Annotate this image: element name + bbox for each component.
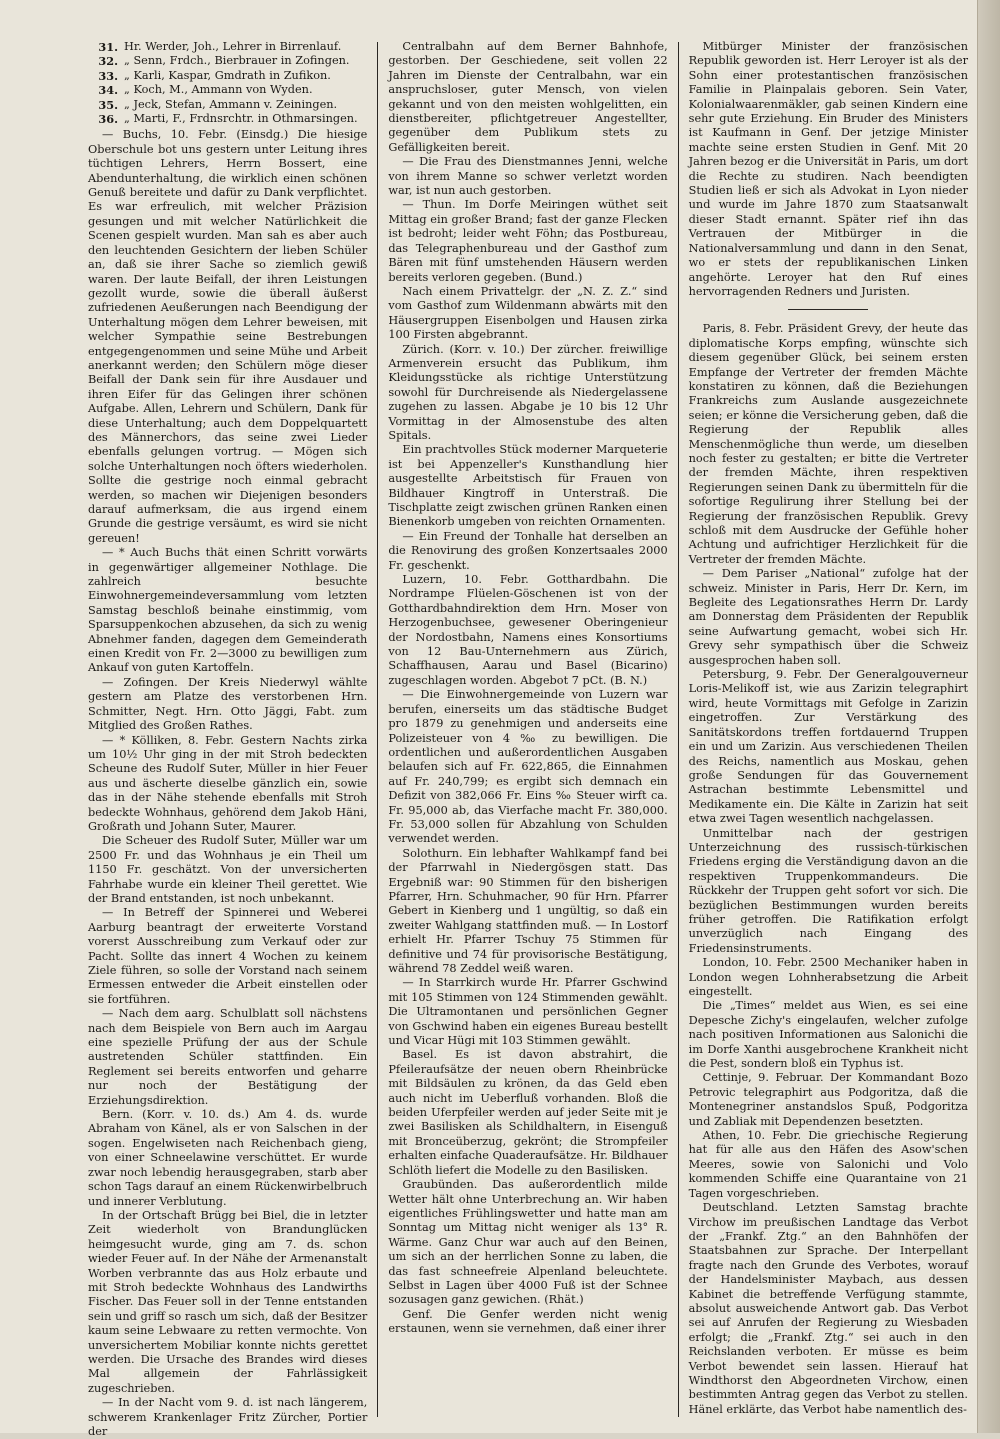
article-paragraph: Athen, 10. Febr. Die griechische Regierung hat für alle aus den Häfen des Asow'schen Meeres, sowie von Salonichi und Volo kommenden Schiffe eine Quarantaine von 21 Tagen vorgeschrieben.: [688, 1129, 968, 1200]
article-paragraph: Mitbürger Minister der französischen Republik geworden ist. Herr Leroyer ist als der Sohn einer protestantischen französischen Familie in Plainpalais geboren. Sein Vater, Kolonialwaarenmäkler, gab seinen Kindern eine sehr gute Erziehung. Ein Bruder des Ministers ist Kaufmann in Genf. Der jetzige Minister machte seine ersten Studien in Genf. Mit 20 Jahren bezog er die Universität in Paris, um dort die Rechte zu studiren. Nach beendigten Studien ließ er sich als Advokat in Lyon nieder und wurde im Jahre 1870 zum Staatsanwalt dieser Stadt ernannt. Später rief ihn das Vertrauen der Mitbürger in die Nationalversammlung und dann in den Senat, wo er stets der republikanischen Linken angehörte. Leroyer hat den Ruf eines hervorragenden Redners und Juristen.: [688, 40, 968, 298]
article-paragraph: Ein prachtvolles Stück moderner Marqueterie ist bei Appenzeller's Kunsthandlung hier ausgestellte Arbeitstisch für Frauen von Bildhauer Kingtroff in Unterstraß. Die Tischplatte zeigt zwischen grünen Ranken einen Bienenkorb umgeben von reichten Ornamenten.: [388, 443, 668, 529]
article-paragraph: Zürich. (Korr. v. 10.) Der zürcher. freiwillige Armenverein ersucht das Publikum, ihm Kleidungsstücke als richtige Unterstützung sowohl für Durchreisende als Niedergelassene zugehen zu lassen. Abgabe je 10 bis 12 Uhr Vormittag in der Almosenstube des alten Spitals.: [388, 342, 668, 442]
election-list: [88, 40, 367, 126]
article-paragraph: Centralbahn auf dem Berner Bahnhofe, gestorben. Der Geschiedene, seit vollen 22 Jahren im Dienste der Centralbahn, war ein anspruchsloser, guter Mensch, von vielen gekannt und von den meisten wohlgelitten, ein dienstbereiter, pflichtgetreuer Angestellter, gegenüber dem Publikum stets zu Gefälligkeiten bereit.: [388, 40, 668, 154]
list-item: [88, 112, 367, 126]
article-paragraph: Luzern, 10. Febr. Gotthardbahn. Die Nordrampe Flüelen-Göschenen ist von der Gotthardbahndirektion dem Hrn. Moser von Herzogenbuchsee, gewesener Oberingenieur der Nordostbahn, Namens eines Konsortiums von 12 Bau-Unternehmern aus Zürich, Schaffhausen, Aarau und Basel (Bicarino) zugeschlagen worden. Abgebot 7 pCt. (B. N.): [388, 573, 668, 687]
column-3: [689, 40, 968, 1420]
article-paragraph: Unmittelbar nach der gestrigen Unterzeichnung des russisch-türkischen Friedens erging die Verständigung davon an die respektiven Truppenkommandeurs. Die Rückkehr der Truppen geht sofort vor sich. Die bezüglichen Bestimmungen wurden bereits früher getroffen. Die Ratifikation erfolgt unverzüglich nach Eingang des Friedensinstruments.: [688, 826, 968, 955]
article-paragraph: — Buchs, 10. Febr. (Einsdg.) Die hiesige Oberschule bot uns gestern unter Leitung ihres tüchtigen Lehrers, Herrn Bossert, eine Abendunterhaltung, die wirklich einen schönen Genuß bereitete und dafür zu Dank verpflichtet. Es war erfreulich, mit welcher Präzision gesungen und mit welcher Natürlichkeit die Scenen gespielt wurden. Man sah es aber auch den leuchtenden Gesichtern der lieben Schüler an, daß sie ihrer Sache so ziemlich gewiß waren. Der laute Beifall, der ihren Leistungen gezollt wurde, sowie die überall äußerst zufriedenen Aeußerungen nach Beendigung der Unterhaltung mögen dem Lehrer beweisen, mit welcher Sympathie seine Bestrebungen entgegengenommen und seine Mühe und Arbeit anerkannt werden; den Schülern möge dieser Beifall der Dank sein für ihre Ausdauer und ihren Eifer für das Gelingen ihrer schönen Aufgabe. Allen, Lehrern und Schülern, Dank für diese Unterhaltung; auch dem Doppelquartett des Männerchors, das seine zwei Lieder ebenfalls gelungen vortrug. — Mögen sich solche Unterhaltungen noch öfters wiederholen. Sollte die gestrige noch einmal gebracht werden, so machen wir Diejenigen besonders darauf aufmerksam, die aus irgend einem Grunde die gestrige versäumt, es wird sie nicht gereuen!: [88, 128, 368, 545]
article-paragraph: — Nach dem aarg. Schulblatt soll nächstens nach dem Beispiele von Bern auch im Aargau eine spezielle Prüfung der aus der Schule austretenden Schüler stattfinden. Ein Reglement sei bereits entworfen und geharre nur noch der Bestätigung der Erziehungsdirektion.: [88, 1007, 368, 1107]
article-paragraph: Die Scheuer des Rudolf Suter, Müller war um 2500 Fr. und das Wohnhaus je ein Theil um 1150 Fr. geschätzt. Von der unversicherten Fahrhabe wurde ein kleiner Theil gerettet. Wie der Brand entstanden, ist noch unbekannt.: [88, 834, 368, 905]
article-paragraph: — * Kölliken, 8. Febr. Gestern Nachts zirka um 10½ Uhr ging in der mit Stroh bedeckten Scheune des Rudolf Suter, Müller in hier Feuer aus und äscherte dieselbe gänzlich ein, sowie das in der Nähe stehende ebenfalls mit Stroh bedeckte Wohnhaus, gehörend dem Jakob Häni, Großrath und Johann Suter, Maurer.: [88, 733, 368, 833]
column-rule: [377, 42, 378, 1417]
list-text: „ Koch, M., Ammann von Wyden.: [124, 83, 313, 97]
list-text: „ Jeck, Stefan, Ammann v. Zeiningen.: [124, 97, 338, 111]
list-item: [88, 83, 367, 97]
article-paragraph: Basel. Es ist davon abstrahirt, die Pfeileraufsätze der neuen obern Rheinbrücke mit Bildsäulen zu krönen, da das Geld eben auch nicht im Ueberfluß vorhanden. Bloß die beiden Uferpfeiler werden auf jeder Seite mit je zwei Basilisken als Schildhaltern, in Eisenguß mit Bronceüberzug, gekrönt; die Strompfeiler erhalten einfache Quaderaufsätze. Hr. Bildhauer Schlöth liefert die Modelle zu den Basilisken.: [388, 1048, 668, 1177]
article-paragraph: Genf. Die Genfer werden nicht wenig erstaunen, wenn sie vernehmen, daß einer ihrer: [388, 1307, 668, 1336]
article-paragraph: — Dem Pariser „National“ zufolge hat der schweiz. Minister in Paris, Herr Dr. Kern, im Begleite des Legationsrathes Herrn Dr. Lardy am Donnerstag dem Präsidenten der Republik seine Aufwartung gemacht, wobei sich Hr. Grevy sehr sympathisch über die Schweiz ausgesprochen haben soll.: [688, 567, 968, 667]
column-1-articles: [88, 128, 367, 1439]
article-paragraph: — Thun. Im Dorfe Meiringen wüthet seit Mittag ein großer Brand; fast der ganze Flecken ist bedroht; leider weht Föhn; das Postbureau, das Telegraphenbureau und der Gasthof zum Bären mit fünf umstehenden Häusern werden bereits verloren gegeben. (Bund.): [388, 198, 668, 284]
column-2: [388, 40, 667, 1420]
list-number: 32.: [98, 54, 118, 69]
list-text: „ Senn, Frdch., Bierbrauer in Zofingen.: [124, 54, 350, 68]
column-1: [88, 40, 368, 1438]
article-paragraph: Petersburg, 9. Febr. Der Generalgouverneur Loris-Melikoff ist, wie aus Zarizin telegraphirt wird, heute Vormittags mit Gefolge in Zarizin eingetroffen. Zur Verstärkung des Sanitätskordons treffen fortdauernd Truppen ein und um Zarizin. Aus verschiedenen Theilen des Reichs, namentlich aus Moskau, gehen große Sendungen für das Gouvernement Astrachan bestimmte Lebensmittel und Medikamente ein. Die Kälte in Zarizin hat seit etwa zwei Tagen wesentlich nachgelassen.: [688, 668, 968, 826]
list-number: 35.: [98, 97, 118, 112]
column-3-articles-top: [689, 40, 968, 299]
article-paragraph: Graubünden. Das außerordentlich milde Wetter hält ohne Unterbrechung an. Wir haben eigentliches Frühlingswetter und hatte man am Sonntag um Mittag nicht weniger als 13° R. Wärme. Ganz Chur war auch auf den Beinen, um sich an der herrlichen Sonne zu laben, die das fast schneefreie Alpenland beleuchtete. Selbst in Lagen über 4000 Fuß ist der Schnee sozusagen ganz gewichen. (Rhät.): [388, 1178, 668, 1307]
list-number: 33.: [98, 68, 118, 83]
article-paragraph: — * Auch Buchs thät einen Schritt vorwärts in gegenwärtiger allgemeiner Nothlage. Die zahlreich besuchte Einwohnergemeindeversammlung vom letzten Samstag beschloß beinahe einstimmig, vom Sparsuppenkochen abzusehen, da sich zu wenig Abnehmer fanden, dagegen dem Gemeinderath einen Kredit von Fr. 2—3000 zu bewilligen zum Ankauf von guten Kartoffeln.: [88, 546, 368, 675]
list-text: „ Karli, Kaspar, Gmdrath in Zufikon.: [124, 68, 331, 82]
list-text: „ Marti, F., Frdnsrchtr. in Othmarsingen.: [124, 112, 358, 126]
article-paragraph: Die „Times“ meldet aus Wien, es sei eine Depesche Zichy's eingelaufen, welcher zufolge nach positiven Informationen aus Salonichi die im Dorfe Xanthi ausgebrochene Krankheit nicht die Pest, sondern bloß ein Typhus ist.: [688, 999, 968, 1071]
article-paragraph: London, 10. Febr. 2500 Mechaniker haben in London wegen Lohnherabsetzung die Arbeit eingestellt.: [688, 956, 968, 998]
list-number: 36.: [98, 112, 118, 127]
article-paragraph: Solothurn. Ein lebhafter Wahlkampf fand bei der Pfarrwahl in Niedergösgen statt. Das Ergebniß war: 90 Stimmen für den bisherigen Pfarrer, Hrn. Schuhmacher, 90 für Hrn. Pfarrer Gebert in Kienberg und 1 ungültig, so daß ein zweiter Wahlgang stattfinden muß. — In Lostorf erhielt Hr. Pfarrer Tschuy 75 Stimmen für definitive und 74 für provisorische Bestätigung, während 78 Zeddel weiß waren.: [388, 846, 668, 975]
page-edge: [977, 0, 1000, 1433]
column-2-articles: [388, 40, 667, 1337]
article-paragraph: — Zofingen. Der Kreis Niederwyl wählte gestern am Platze des verstorbenen Hrn. Schmitter, Negt. Hrn. Otto Jäggi, Fabt. zum Mitglied des Großen Rathes.: [88, 675, 368, 733]
article-paragraph: Paris, 8. Febr. Präsident Grevy, der heute das diplomatische Korps empfing, wünschte sich diesem gegenüber Glück, bei seinem ersten Empfange der Vertreter der fremden Mächte konstatiren zu können, daß die Beziehungen Frankreichs zum Auslande ausgezeichnete seien; er könne die Versicherung geben, daß die Regierung der Republik alles Menschenmögliche thun werde, um dieselben noch fester zu gestalten; er bitte die Vertreter der fremden Mächte, ihren respektiven Regierungen seinen Dank zu übermitteln für die sofortige Regulirung ihrer Stellung bei der Regierung der französischen Republik. Grevy schloß mit dem Ausdrucke der Gefühle hoher Achtung und aufrichtiger Herzlichkeit für die Vertreter der fremden Mächte.: [688, 322, 968, 566]
list-text: Hr. Werder, Joh., Lehrer in Birrenlauf.: [124, 40, 342, 53]
list-item: [88, 98, 367, 112]
article-paragraph: — Ein Freund der Tonhalle hat derselben an die Renovirung des großen Konzertsaales 2000 Fr. geschenkt.: [388, 529, 668, 572]
article-paragraph: Bern. (Korr. v. 10. ds.) Am 4. ds. wurde Abraham von Känel, als er von Salschen in der sogen. Engelwiseten nach Reichenbach gieng, von einer Schneelawine verschüttet. Er wurde zwar noch lebendig herausgegraben, starb aber schon Tags darauf an einem Rückenwirbelbruch und innerer Verblutung.: [88, 1108, 368, 1208]
list-number: 31.: [98, 40, 118, 54]
text-columns: [88, 40, 968, 1438]
list-item: [88, 54, 367, 68]
article-paragraph: — In Betreff der Spinnerei und Weberei Aarburg beantragt der erweiterte Vorstand vorerst Ausschreibung zum Verkauf oder zur Pacht. Sollte das innert 4 Wochen zu keinem Ziele führen, so solle der Vorstand nach seinem Ermessen entweder die Arbeit einstellen oder sie fortführen.: [88, 906, 368, 1006]
list-item: [88, 40, 367, 54]
article-paragraph: In der Ortschaft Brügg bei Biel, die in letzter Zeit wiederholt von Brandunglücken heimgesucht wurde, ging am 7. ds. schon wieder Feuer auf. In der Nähe der Armenanstalt Worben verbrannte das aus Holz erbaute und mit Stroh bedeckte Wohnhaus des Landwirths Fischer. Das Feuer soll in der Tenne entstanden sein und griff so rasch um sich, daß der Besitzer kaum seine Lebwaare zu retten vermochte. Von unversichertem Mobiliar konnte nichts gerettet werden. Die Ursache des Brandes wird dieses Mal allgemein der Fahrlässigkeit zugeschrieben.: [88, 1208, 368, 1395]
section-separator: [788, 309, 868, 310]
article-paragraph: Cettinje, 9. Februar. Der Kommandant Bozo Petrovic telegraphirt aus Podgoritza, daß die Montenegriner anstandslos Spuß, Podgoritza und Zabliak mit Dependenzen besetzten.: [688, 1071, 968, 1128]
column-rule: [678, 42, 679, 1417]
article-paragraph: — Die Einwohnergemeinde von Luzern war berufen, einerseits um das städtische Budget pro 1879 zu genehmigen und anderseits eine Polizeisteuer von 4 ‰ zu bewilligen. Die ordentlichen und außerordentlichen Ausgaben belaufen sich auf Fr. 622,865, die Einnahmen auf Fr. 240,799; es ergibt sich demnach ein Defizit von 382,066 Fr. Eins ‰ Steuer wirft ca. Fr. 95,000 ab, das Vierfache macht Fr. 380,000. Fr. 53,000 sollen für Abzahlung von Schulden verwendet werden.: [388, 688, 668, 846]
article-paragraph: Deutschland. Letzten Samstag brachte Virchow im preußischen Landtage das Verbot der „Frankf. Ztg.“ an den Bahnhöfen der Staatsbahnen zur Sprache. Der Interpellant fragte nach den Grunde des Verbotes, worauf der Handelsminister Maybach, aus dessen Kabinet die betreffende Verfügung stammte, absolut ausweichende Antwort gab. Das Verbot sei auf Anrufen der Regierung zu Wiesbaden erfolgt; die „Frankf. Ztg.“ sei auch in den Reichslanden verboten. Er müsse es beim Verbot bewendet sein lassen. Hierauf hat Windthorst den Abgeordneten Virchow, einen bestimmten Antrag gegen das Verbot zu stellen. Hänel erklärte, das Verbot habe namentlich des-: [688, 1201, 968, 1416]
article-paragraph: Nach einem Privattelgr. der „N. Z. Z.“ sind vom Gasthof zum Wildenmann abwärts mit den Häusergruppen Eisenbolgen und Hausen zirka 100 Firsten abgebrannt.: [388, 284, 668, 342]
article-paragraph: — In der Nacht vom 9. d. ist nach längerem, schwerem Krankenlager Fritz Zürcher, Portier der: [88, 1396, 368, 1438]
article-paragraph: — In Starrkirch wurde Hr. Pfarrer Gschwind mit 105 Stimmen von 124 Stimmenden gewählt. Die Ultramontanen und persönlichen Gegner von Gschwind haben ein eigenes Bureau bestellt und Vicar Hügi mit 103 Stimmen gewählt.: [388, 976, 668, 1048]
list-number: 34.: [98, 83, 118, 98]
column-3-articles: [689, 322, 968, 1417]
list-item: [88, 69, 367, 83]
article-paragraph: — Die Frau des Dienstmannes Jenni, welche von ihrem Manne so schwer verletzt worden war, ist nun auch gestorben.: [388, 155, 668, 198]
